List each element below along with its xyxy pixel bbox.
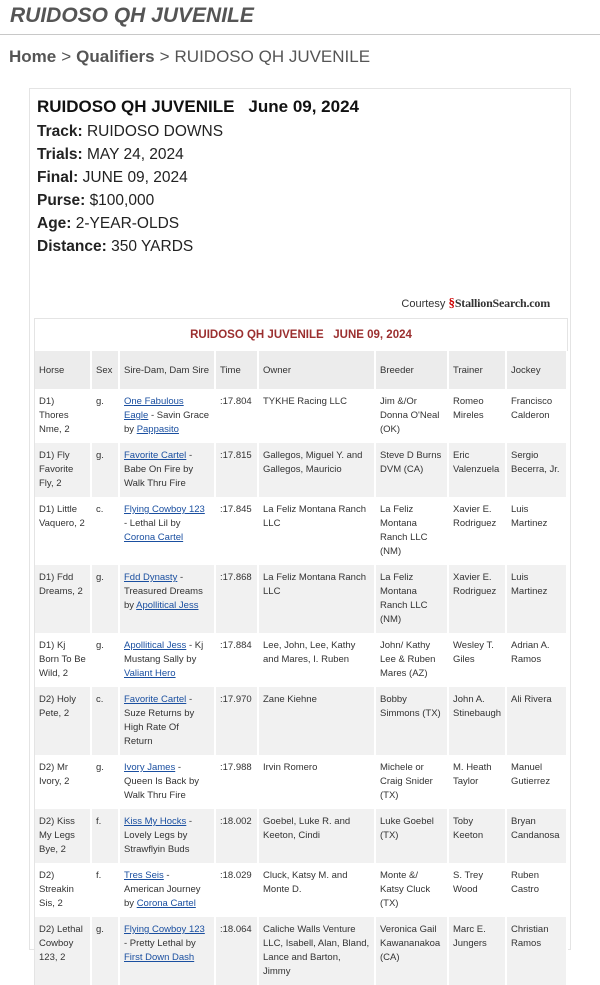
- results-table: [35, 351, 568, 985]
- time-cell: :17.970: [215, 687, 258, 755]
- courtesy-credit: [401, 295, 550, 311]
- horse-cell: D2) Kiss My Legs Bye, 2: [35, 809, 91, 863]
- horse-cell: D1) Kj Born To Be Wild, 2: [35, 633, 91, 687]
- jockey-cell: Manuel Gutierrez: [506, 755, 567, 809]
- age-value: 2-YEAR-OLDS: [75, 215, 180, 232]
- sire-link[interactable]: One Fabulous Eagle: [124, 396, 184, 421]
- age-line: [37, 215, 179, 233]
- pedigree-cell: [119, 687, 215, 755]
- race-card: [29, 88, 571, 977]
- trainer-cell: M. Heath Taylor: [448, 755, 506, 809]
- pedigree-cell: [119, 497, 215, 565]
- table-row: [35, 565, 567, 633]
- pedigree-cell: [119, 917, 215, 985]
- stallion-s-icon: §: [448, 295, 455, 310]
- race-name: RUIDOSO QH JUVENILE: [37, 97, 235, 116]
- trainer-cell: S. Trey Wood: [448, 863, 506, 917]
- final-label: Final:: [37, 169, 79, 186]
- trials-value: MAY 24, 2024: [86, 146, 184, 163]
- time-cell: :17.815: [215, 443, 258, 497]
- owner-cell: Irvin Romero: [258, 755, 375, 809]
- trainer-cell: Eric Valenzuela: [448, 443, 506, 497]
- table-row: [35, 443, 567, 497]
- results-body: [35, 389, 567, 985]
- breadcrumb-qualifiers-link[interactable]: Qualifiers: [76, 47, 155, 66]
- track-line: [37, 123, 223, 141]
- age-label: Age:: [37, 215, 72, 232]
- sire-link[interactable]: Ivory James: [124, 762, 176, 773]
- dam-text: - Suze Returns by High Rate Of Return: [124, 694, 195, 747]
- breeder-cell: La Feliz Montana Ranch LLC (NM): [375, 497, 448, 565]
- jockey-cell: Christian Ramos: [506, 917, 567, 985]
- owner-cell: Goebel, Luke R. and Keeton, Cindi: [258, 809, 375, 863]
- trainer-cell: Toby Keeton: [448, 809, 506, 863]
- horse-cell: D2) Lethal Cowboy 123, 2: [35, 917, 91, 985]
- sex-cell: c.: [91, 497, 119, 565]
- dam-text: - Lethal Lil by: [124, 518, 181, 529]
- trainer-cell: Wesley T. Giles: [448, 633, 506, 687]
- column-header-time: Time: [215, 351, 258, 389]
- table-row: [35, 863, 567, 917]
- sex-cell: f.: [91, 809, 119, 863]
- time-cell: :17.988: [215, 755, 258, 809]
- trials-line: [37, 146, 184, 164]
- breeder-cell: Jim &/Or Donna O'Neal (OK): [375, 389, 448, 443]
- table-row: [35, 687, 567, 755]
- title-divider: [0, 34, 600, 35]
- trials-label: Trials:: [37, 146, 83, 163]
- horse-cell: D2) Mr Ivory, 2: [35, 755, 91, 809]
- distance-value: 350 YARDS: [111, 238, 194, 255]
- results-header-row: [35, 351, 567, 389]
- time-cell: :18.029: [215, 863, 258, 917]
- time-cell: :17.804: [215, 389, 258, 443]
- sex-cell: g.: [91, 389, 119, 443]
- trainer-cell: John A. Stinebaugh: [448, 687, 506, 755]
- table-row: [35, 917, 567, 985]
- purse-line: [37, 192, 154, 210]
- sire-link[interactable]: Apollitical Jess: [124, 640, 187, 651]
- owner-cell: TYKHE Racing LLC: [258, 389, 375, 443]
- time-cell: :18.064: [215, 917, 258, 985]
- pedigree-cell: [119, 389, 215, 443]
- horse-cell: D1) Fdd Dreams, 2: [35, 565, 91, 633]
- owner-cell: La Feliz Montana Ranch LLC: [258, 565, 375, 633]
- purse-label: Purse:: [37, 192, 86, 209]
- final-line: [37, 169, 188, 187]
- pedigree-cell: [119, 565, 215, 633]
- courtesy-label: Courtesy: [401, 298, 446, 310]
- sire-link[interactable]: Kiss My Hocks: [124, 816, 187, 827]
- sex-cell: g.: [91, 633, 119, 687]
- table-row: [35, 633, 567, 687]
- breeder-cell: Luke Goebel (TX): [375, 809, 448, 863]
- sex-cell: g.: [91, 565, 119, 633]
- breadcrumb-home-link[interactable]: Home: [9, 47, 57, 66]
- race-date: June 09, 2024: [248, 97, 359, 116]
- time-cell: :18.002: [215, 809, 258, 863]
- breadcrumb-separator: >: [159, 47, 170, 66]
- pedigree-cell: [119, 443, 215, 497]
- track-value: RUIDOSO DOWNS: [86, 123, 224, 140]
- owner-cell: Cluck, Katsy M. and Monte D.: [258, 863, 375, 917]
- dam-text: - Savin Grace by: [124, 410, 210, 435]
- sire-link[interactable]: Fdd Dynasty: [124, 572, 178, 583]
- dam-sire-link[interactable]: First Down Dash: [124, 952, 195, 963]
- sire-link[interactable]: Flying Cowboy 123: [124, 504, 205, 515]
- horse-cell: D2) Streakin Sis, 2: [35, 863, 91, 917]
- breeder-cell: Monte &/ Katsy Cluck (TX): [375, 863, 448, 917]
- time-cell: :17.884: [215, 633, 258, 687]
- owner-cell: Zane Kiehne: [258, 687, 375, 755]
- table-row: [35, 755, 567, 809]
- dam-text: - Kj Mustang Sally by: [124, 640, 204, 665]
- trainer-cell: Marc E. Jungers: [448, 917, 506, 985]
- trainer-cell: Romeo Mireles: [448, 389, 506, 443]
- owner-cell: La Feliz Montana Ranch LLC: [258, 497, 375, 565]
- jockey-cell: Bryan Candanosa: [506, 809, 567, 863]
- breeder-cell: John/ Kathy Lee & Ruben Mares (AZ): [375, 633, 448, 687]
- sex-cell: g.: [91, 917, 119, 985]
- dam-text: - Lovely Legs by Strawflyin Buds: [124, 816, 193, 855]
- column-header-trainer: Trainer: [448, 351, 506, 389]
- courtesy-brand: StallionSearch.com: [454, 296, 550, 310]
- trainer-cell: Xavier E. Rodriguez: [448, 565, 506, 633]
- jockey-cell: Ruben Castro: [506, 863, 567, 917]
- stallionsearch-logo[interactable]: [449, 296, 551, 310]
- breeder-cell: Veronica Gail Kawananakoa (CA): [375, 917, 448, 985]
- dam-sire-link[interactable]: Corona Cartel: [124, 532, 184, 543]
- breadcrumb: [9, 47, 370, 67]
- horse-cell: D1) Little Vaquero, 2: [35, 497, 91, 565]
- dam-sire-link[interactable]: Valiant Hero: [124, 668, 176, 679]
- dam-text: - Pretty Lethal by: [124, 938, 196, 949]
- page-title: RUIDOSO QH JUVENILE: [10, 4, 254, 27]
- sire-link[interactable]: Favorite Cartel: [124, 450, 187, 461]
- breeder-cell: Steve D Burns DVM (CA): [375, 443, 448, 497]
- table-row: [35, 389, 567, 443]
- time-cell: :17.868: [215, 565, 258, 633]
- final-value: JUNE 09, 2024: [82, 169, 188, 186]
- column-header-jockey: Jockey: [506, 351, 567, 389]
- owner-cell: Lee, John, Lee, Kathy and Mares, I. Ruben: [258, 633, 375, 687]
- time-cell: :17.845: [215, 497, 258, 565]
- horse-cell: D1) Fly Favorite Fly, 2: [35, 443, 91, 497]
- dam-text: - Treasured Dreams by: [124, 572, 203, 611]
- breeder-cell: La Feliz Montana Ranch LLC (NM): [375, 565, 448, 633]
- purse-value: $100,000: [89, 192, 155, 209]
- pedigree-cell: [119, 863, 215, 917]
- sex-cell: c.: [91, 687, 119, 755]
- results-panel: [34, 318, 568, 985]
- jockey-cell: Sergio Becerra, Jr.: [506, 443, 567, 497]
- horse-cell: D2) Holy Pete, 2: [35, 687, 91, 755]
- distance-line: [37, 238, 193, 256]
- column-header-sire-dam: Sire-Dam, Dam Sire: [119, 351, 215, 389]
- jockey-cell: Luis Martinez: [506, 497, 567, 565]
- results-title: RUIDOSO QH JUVENILE JUNE 09, 2024: [190, 329, 412, 341]
- dam-text: - Queen Is Back by Walk Thru Fire: [124, 762, 199, 801]
- table-row: [35, 809, 567, 863]
- jockey-cell: Francisco Calderon: [506, 389, 567, 443]
- breadcrumb-current: RUIDOSO QH JUVENILE: [174, 47, 371, 66]
- column-header-owner: Owner: [258, 351, 375, 389]
- dam-sire-link[interactable]: Apollitical Jess: [136, 600, 199, 611]
- sire-link[interactable]: Favorite Cartel: [124, 694, 187, 705]
- jockey-cell: Adrian A. Ramos: [506, 633, 567, 687]
- table-row: [35, 497, 567, 565]
- breadcrumb-separator: >: [61, 47, 72, 66]
- trainer-cell: Xavier E. Rodriguez: [448, 497, 506, 565]
- dam-sire-link[interactable]: Pappasito: [136, 424, 179, 435]
- pedigree-cell: [119, 809, 215, 863]
- sire-link[interactable]: Tres Seis: [124, 870, 164, 881]
- track-label: Track:: [37, 123, 83, 140]
- column-header-sex: Sex: [91, 351, 119, 389]
- pedigree-cell: [119, 633, 215, 687]
- dam-text: - American Journey by: [124, 870, 201, 909]
- distance-label: Distance:: [37, 238, 107, 255]
- column-header-breeder: Breeder: [375, 351, 448, 389]
- breeder-cell: Bobby Simmons (TX): [375, 687, 448, 755]
- dam-sire-link[interactable]: Corona Cartel: [136, 898, 196, 909]
- race-heading: [37, 97, 359, 117]
- sex-cell: g.: [91, 443, 119, 497]
- pedigree-cell: [119, 755, 215, 809]
- horse-cell: D1) Thores Nme, 2: [35, 389, 91, 443]
- jockey-cell: Luis Martinez: [506, 565, 567, 633]
- jockey-cell: Ali Rivera: [506, 687, 567, 755]
- sex-cell: g.: [91, 755, 119, 809]
- column-header-horse: Horse: [35, 351, 91, 389]
- breeder-cell: Michele or Craig Snider (TX): [375, 755, 448, 809]
- sex-cell: f.: [91, 863, 119, 917]
- dam-text: - Babe On Fire by Walk Thru Fire: [124, 450, 194, 489]
- owner-cell: Gallegos, Miguel Y. and Gallegos, Mauricio: [258, 443, 375, 497]
- sire-link[interactable]: Flying Cowboy 123: [124, 924, 205, 935]
- owner-cell: Caliche Walls Venture LLC, Isabell, Alan, Bland, Lance and Barton, Jimmy: [258, 917, 375, 985]
